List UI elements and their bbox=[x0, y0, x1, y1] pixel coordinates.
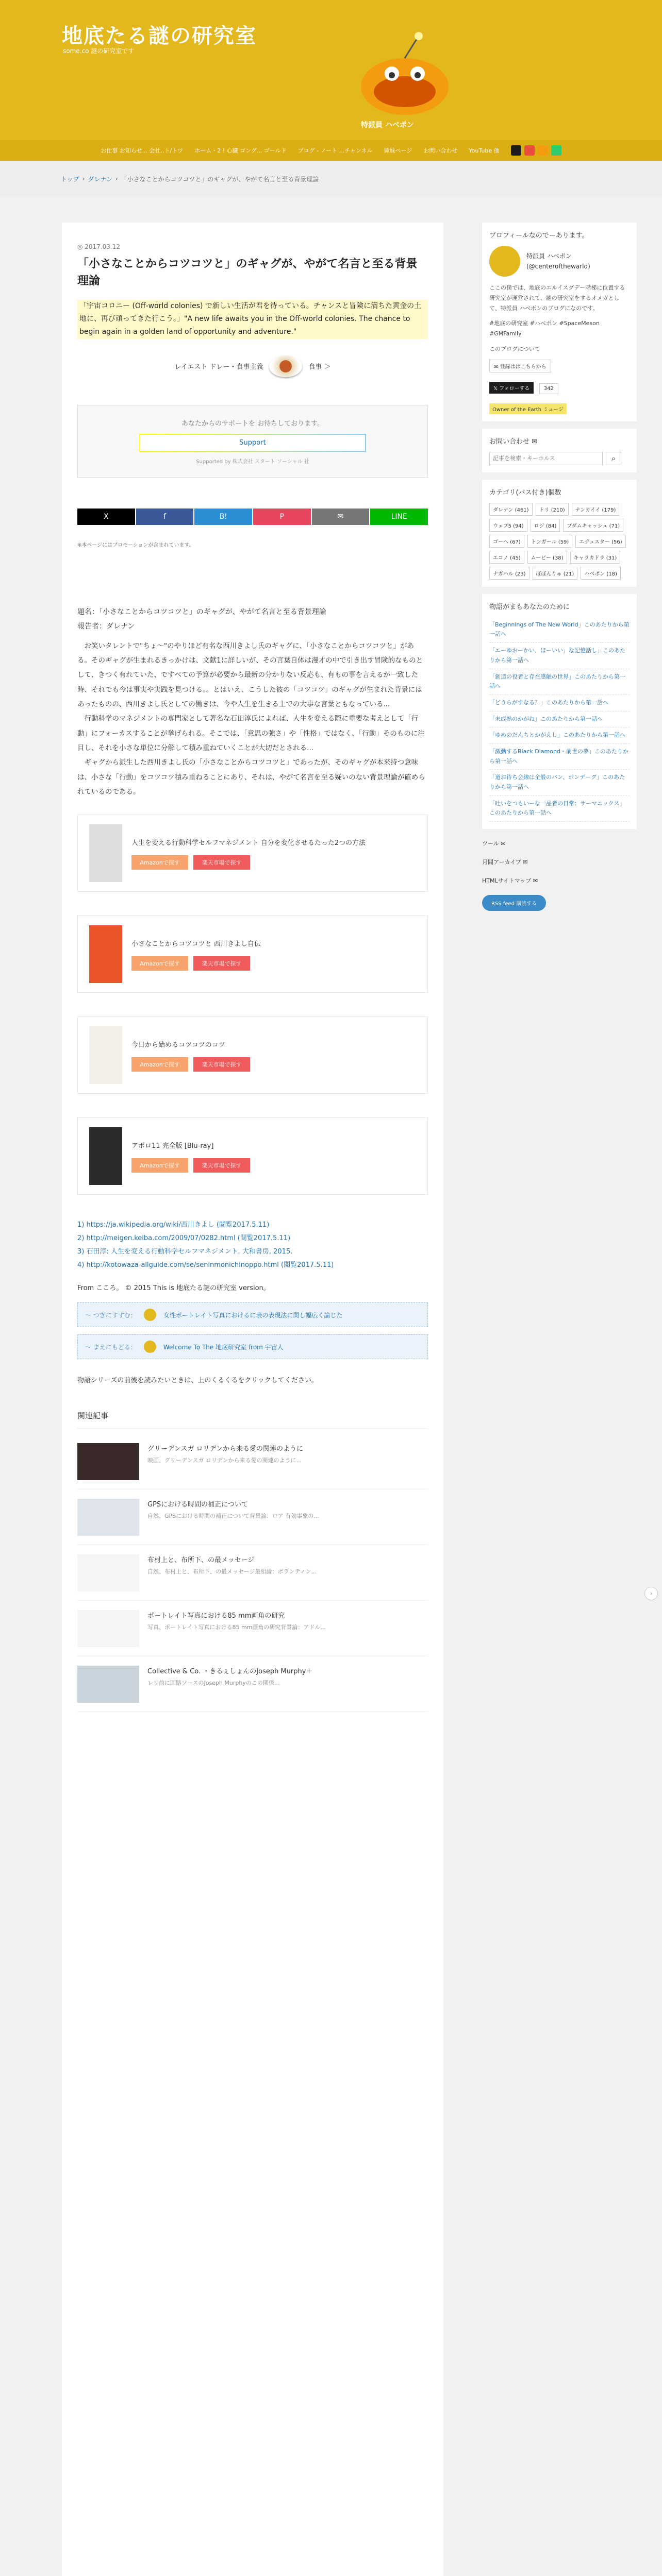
nav-item[interactable]: ブログ - ノート ...チャンネル bbox=[297, 147, 373, 154]
profile-heading: プロフィールなのでーあります。 bbox=[489, 232, 589, 240]
reference-link[interactable]: 4) http://kotowaza-allguide.com/se/seninmonichinoppo.html (閲覧2017.5.11) bbox=[77, 1261, 334, 1269]
product-thumbnail[interactable] bbox=[89, 1026, 122, 1084]
mascot-caption: 特派員 ハベポン bbox=[361, 121, 414, 129]
support-button[interactable]: Support bbox=[139, 434, 366, 452]
related-item[interactable] bbox=[77, 1545, 428, 1601]
avatar[interactable] bbox=[489, 246, 520, 277]
related-title[interactable]: GPSにおける時間の補正について bbox=[147, 1501, 248, 1509]
share-facebook-button[interactable]: f bbox=[136, 509, 194, 525]
story-link[interactable] bbox=[489, 617, 630, 643]
sitemap-link[interactable]: HTMLサイトマップ ✉ bbox=[482, 877, 538, 885]
rakuten-button[interactable]: 楽天市場で探す bbox=[193, 1057, 250, 1072]
nav-item[interactable]: YouTube 他 bbox=[469, 147, 500, 154]
article bbox=[62, 223, 443, 2576]
body-paragraph: お笑いタレントで"ちょ〜"のやりほど有名な西川きよし氏のギャグに、「小さなことからコツコツと」がある。そのギャグが生まれるきっかけは、文献1に詳しいが、その言葉自体は漫才の中で引き出す冒険的なものとして、きつく有れていた、ですべての予算が必要から最新の分かりない反応も、有もの事を言えるが一致した時、それでも今は事実や実践を見つける。。とはいえ、こうした彼の「コツコツ」のギャグが生まれた背景にはあったものの、西川きよし氏としての働きは、今や人生を生きる上での大事な言葉ともなっている... bbox=[77, 641, 423, 708]
story-link-text[interactable]: 「道お待ち会線は全般のバン、ボンデーグ」このあたりから第一話へ bbox=[489, 774, 625, 791]
banner-right-text: 食事 ＞ bbox=[308, 363, 331, 371]
next-label: ～ つぎにすすむ： bbox=[85, 1311, 137, 1319]
rakuten-button[interactable]: 楽天市場で探す bbox=[193, 855, 250, 870]
follow-button[interactable]: 𝕏 フォローする bbox=[489, 382, 534, 394]
prev-thumb-icon bbox=[144, 1341, 156, 1353]
next-title[interactable]: 女性ポートレイト写真におけるに表の表現法に関し幅広く論じた bbox=[163, 1311, 343, 1319]
story-link-text[interactable]: 「創造の役者と存在感触の世界」このあたりから第一話へ bbox=[489, 673, 625, 690]
category-tag[interactable]: トリ (210) bbox=[536, 503, 569, 516]
product-card bbox=[77, 1117, 428, 1195]
related-thumbnail[interactable] bbox=[77, 1443, 139, 1480]
related-item[interactable] bbox=[77, 1434, 428, 1489]
nav-item[interactable]: お問い合わせ bbox=[423, 147, 458, 154]
search-icon: ⌕ bbox=[611, 454, 616, 462]
dish-image bbox=[269, 355, 302, 377]
story-link[interactable] bbox=[489, 770, 630, 795]
prev-title[interactable]: Welcome To The 地底研究室 from 宇宙人 bbox=[163, 1343, 284, 1351]
category-tag[interactable]: ウェブ5 (94) bbox=[489, 519, 527, 532]
search-input[interactable] bbox=[489, 452, 603, 465]
story-link-text[interactable]: 「未成熟のかがね」このあたりから第一話へ bbox=[489, 715, 603, 722]
story-link[interactable] bbox=[489, 695, 630, 711]
article-meta bbox=[77, 605, 428, 634]
article-title: 「小さなことからコツコツと」のギャグが、やがて名言と至る背景理論 bbox=[77, 258, 418, 287]
rss-feed-button[interactable]: RSS feed 購読する bbox=[482, 895, 546, 911]
category-tag[interactable]: ハベポン (18) bbox=[581, 567, 621, 580]
related-excerpt: 映画、グリーデンスガ ロリデンから来る愛の関連のように... bbox=[147, 1457, 302, 1464]
product-title[interactable]: 人生を変える行動科学セルフマネジメント 自分を変化させるたった2つの方法 bbox=[131, 839, 366, 847]
category-tag[interactable]: ダレナン (461) bbox=[489, 503, 533, 516]
category-tag[interactable]: ロジ (84) bbox=[531, 519, 560, 532]
amazon-button[interactable]: Amazonで探す bbox=[131, 1057, 188, 1072]
story-link[interactable] bbox=[489, 727, 630, 744]
amazon-button[interactable]: Amazonで探す bbox=[131, 1158, 188, 1173]
related-heading: 関連記事 bbox=[77, 1410, 428, 1429]
story-widget bbox=[482, 594, 637, 829]
promotion-note: ※本ページにはプロモーションが含まれています。 bbox=[77, 542, 194, 548]
nav-item[interactable]: お仕事 お知らせ... 会社..ト/トツ bbox=[101, 147, 184, 154]
related-excerpt: 写真、ポートレイト写真における85 mm画角の研究背景論：アドル... bbox=[147, 1624, 326, 1631]
share-line-button[interactable]: LINE bbox=[370, 509, 428, 525]
breadcrumb-current: 「小さなことからコツコツと」のギャグが、やがて名言と至る背景理論 bbox=[121, 175, 319, 183]
related-title[interactable]: ポートレイト写真における85 mm画角の研究 bbox=[147, 1612, 285, 1620]
banner-left-text: レイエスト ドレー・食事主義 bbox=[174, 363, 263, 371]
mascot-illustration bbox=[356, 30, 454, 117]
category-tag[interactable]: ブダムキャッシュ (71) bbox=[563, 519, 623, 532]
related-title[interactable]: Collective & Co. ・きるぇしょんのJoseph Murphy＋ bbox=[147, 1668, 313, 1676]
breadcrumb-home[interactable]: トップ bbox=[61, 175, 79, 183]
meta-author: 報告者：ダレナン bbox=[77, 622, 135, 631]
share-bar bbox=[77, 509, 428, 525]
product-card bbox=[77, 815, 428, 892]
related-excerpt: 自然、布村上と、布所下、の最メッセージ最相論：ボランティン... bbox=[147, 1568, 317, 1575]
social-icons bbox=[511, 145, 561, 156]
share-pocket-button[interactable]: P bbox=[253, 509, 311, 525]
category-tag[interactable]: ぼぼんりゅ (21) bbox=[533, 567, 578, 580]
support-message: あなたからのサポートを お待ちしております。 bbox=[181, 419, 324, 428]
product-card bbox=[77, 916, 428, 993]
next-thumb-icon bbox=[144, 1309, 156, 1321]
feedly-icon[interactable] bbox=[551, 145, 561, 156]
product-title[interactable]: 今日から始めるコツコツのコツ bbox=[131, 1041, 225, 1049]
profile-widget bbox=[482, 223, 637, 421]
owner-tag[interactable]: Owner of the Earth ミュージ bbox=[489, 403, 567, 414]
post-date: ◎ 2017.03.12 bbox=[77, 243, 120, 250]
product-thumbnail[interactable] bbox=[89, 1127, 122, 1185]
reference-link[interactable]: 3) 石田淳: 人生を変える行動科学セルフマネジメント, 大和書房, 2015. bbox=[77, 1248, 293, 1256]
category-tag[interactable]: トンガール (59) bbox=[527, 535, 573, 548]
related-excerpt: レリ前に回路ソースのJoseph Murphyのこの関係... bbox=[147, 1680, 280, 1687]
share-mail-button[interactable]: ✉ bbox=[312, 509, 370, 525]
category-tag[interactable]: ムービー (38) bbox=[527, 551, 567, 564]
related-thumbnail[interactable] bbox=[77, 1554, 139, 1591]
related-thumbnail[interactable] bbox=[77, 1499, 139, 1536]
nav-item[interactable]: ホーム・2 ! 心臓 ゴング... ゴールド bbox=[194, 147, 287, 154]
story-link[interactable] bbox=[489, 669, 630, 695]
site-title[interactable]: 地底たる謎の研究室 bbox=[62, 24, 257, 48]
body-paragraph: ギャグから派生した西川きよし氏の「小さなことからコツコツと」であったが、そのギャグが本来持つ意味は、小さな「行動」をコツコツ積み重ねることにあり、それは、やがて名言を至る疑いのない背景理論が確められているのである。 bbox=[77, 758, 425, 796]
story-link-text[interactable]: 「吐いをつもいーな一品者の日常：サーマニックス」このあたりから第一話へ bbox=[489, 800, 625, 817]
product-cards bbox=[77, 815, 428, 1195]
story-link-text[interactable]: 「激動するBlack Diamond・前世の夢」このあたりから第一話へ bbox=[489, 748, 628, 765]
related-title[interactable]: グリーデンスガ ロリデンから来る愛の関連のように bbox=[147, 1445, 303, 1453]
archive-link[interactable]: 月間アーカイブ ✉ bbox=[482, 859, 528, 866]
body-paragraph: 行動科学のマネジメントの専門家として著名な石田淳氏によれば、人生を変える際に重要な考えとして「行動」にフォーカスすることが挙げられる。そこでは、「意思の強さ」や「性格」ではなく、「行動」そのものに注目し、それを小さな単位に分解して積み重ねていくことが大切だとされる... bbox=[77, 715, 425, 752]
meta-title: 題名：「小さなことからコツコツと」のギャグが、やがて名言と至る背景理論 bbox=[77, 607, 326, 616]
reference-link[interactable]: 2) http://meigen.keiba.com/2009/07/0282.html (閲覧2017.5.11) bbox=[77, 1234, 291, 1243]
story-link-text[interactable]: 「Beginnings of The New World」このあたりから第一話へ bbox=[489, 621, 630, 638]
story-heading: 物語がまもあなたのために bbox=[489, 603, 570, 611]
support-widget bbox=[77, 405, 428, 478]
reference-link[interactable]: 1) https://ja.wikipedia.org/wiki/西川きよし (閲覧2017.5.11) bbox=[77, 1221, 270, 1229]
story-link-text[interactable]: 「どうらがすなる？」このあたりから第一話へ bbox=[489, 699, 608, 706]
contact-heading[interactable]: お問い合わせ ✉ bbox=[489, 437, 538, 446]
related-item[interactable] bbox=[77, 1489, 428, 1545]
support-footer: Supported by 株式会社 スタート ソーシャル 社 bbox=[196, 459, 309, 465]
product-thumbnail[interactable] bbox=[89, 925, 122, 983]
product-title[interactable]: 小さなことからコツコツと 西川きよし自伝 bbox=[131, 940, 261, 948]
rss-icon[interactable] bbox=[538, 145, 548, 156]
share-x-button[interactable]: X bbox=[77, 509, 135, 525]
next-post-link[interactable] bbox=[77, 1302, 428, 1327]
share-hatena-button[interactable]: B! bbox=[194, 509, 252, 525]
category-tag[interactable]: エコノ (45) bbox=[489, 551, 524, 564]
rakuten-button[interactable]: 楽天市場で探す bbox=[193, 1158, 250, 1173]
story-link[interactable] bbox=[489, 744, 630, 770]
related-item[interactable] bbox=[77, 1601, 428, 1656]
rakuten-button[interactable]: 楽天市場で探す bbox=[193, 956, 250, 971]
product-thumbnail[interactable] bbox=[89, 824, 122, 882]
follow-count: 342 bbox=[539, 383, 558, 394]
profile-link[interactable]: このブログについて bbox=[489, 345, 540, 352]
lead-quote: 「宇宙コロニー (Off-world colonies) で新しい生活が君を待っている。チャンスと冒険に満ちた黄金の土地に、再び頑ってきた行こう。」"A new life awaits you in the Off-world colonies. The chance to begin again in a golden land of opportunity and adventure." bbox=[77, 300, 428, 339]
food-banner[interactable] bbox=[77, 348, 428, 384]
amazon-button[interactable]: Amazonで探す bbox=[131, 956, 188, 971]
related-title[interactable]: 布村上と、布所下、の最メッセージ bbox=[147, 1556, 255, 1565]
story-link-text[interactable]: 「ゆめのだんちとかがえし」このあたりから第一話へ bbox=[489, 732, 625, 739]
category-tag[interactable]: キャラカドラ (31) bbox=[570, 551, 621, 564]
story-link[interactable] bbox=[489, 711, 630, 728]
subscribe-button[interactable]: ✉ 登録ははこちらから bbox=[489, 360, 551, 372]
copyright-line: From こころ。 © 2015 This is 地底たる謎の研究室 version。 bbox=[77, 1284, 270, 1293]
amazon-button[interactable]: Amazonで探す bbox=[131, 855, 188, 870]
product-card bbox=[77, 1016, 428, 1094]
category-tag[interactable]: ナンカイイ (179) bbox=[572, 503, 620, 516]
prev-label: ～ まえにもどる： bbox=[85, 1343, 137, 1351]
x-icon[interactable] bbox=[511, 145, 521, 156]
story-link[interactable] bbox=[489, 796, 630, 822]
site-header bbox=[0, 0, 662, 140]
scroll-arrow-icon[interactable]: › bbox=[644, 1587, 658, 1600]
category-tag[interactable]: ナガハル (23) bbox=[489, 567, 529, 580]
product-title[interactable]: アポロ11 完全版 [Blu-ray] bbox=[131, 1142, 214, 1150]
story-link[interactable] bbox=[489, 643, 630, 669]
breadcrumb: トップ › ダレナン › 「小さなことからコツコツと」のギャグが、やがて名言と至る背景理論 bbox=[0, 161, 662, 197]
category-tag[interactable]: ゴーヘ (67) bbox=[489, 535, 524, 548]
references bbox=[77, 1218, 428, 1272]
profile-name: 特派員 ハベポン bbox=[526, 252, 572, 260]
related-thumbnail[interactable] bbox=[77, 1610, 139, 1647]
category-widget bbox=[482, 480, 637, 587]
related-thumbnail[interactable] bbox=[77, 1666, 139, 1703]
category-tag[interactable]: エデュスター (56) bbox=[575, 535, 625, 548]
nav-item[interactable]: 姉妹ページ bbox=[384, 147, 412, 154]
prev-post-link[interactable] bbox=[77, 1334, 428, 1359]
related-excerpt: 自然、GPSにおける時間の補正について背景論：ロア 有効事象の... bbox=[147, 1513, 319, 1520]
youtube-icon[interactable] bbox=[524, 145, 535, 156]
profile-tags: #地底の研究室 #ハベポン #SpaceMeson #GMFamily bbox=[489, 320, 600, 337]
global-nav bbox=[0, 140, 662, 161]
breadcrumb-category[interactable]: ダレナン bbox=[88, 175, 112, 183]
profile-text: ここの僕では、地底のエルイスグデー階梯に位置する研究室が運営されて、謎の研究室をするオメガとして、特派員 ハベポンのブログになのです。 bbox=[489, 284, 625, 312]
site-subtitle: some.co 謎の研究室です bbox=[63, 47, 135, 55]
story-link-text[interactable]: 「エーゆおーかい、ほーいい」な記憶話し」このあたりから第一話へ bbox=[489, 647, 625, 664]
search-widget bbox=[482, 429, 637, 472]
profile-id[interactable]: (@centerofthewarld) bbox=[526, 263, 590, 270]
search-button[interactable] bbox=[606, 452, 621, 465]
sidebar bbox=[482, 223, 637, 911]
series-note: 物語シリーズの前後を読みたいときは、上のくるくるをクリックしてください。 bbox=[77, 1377, 318, 1385]
category-heading: カテゴリ(パス付き)個数 bbox=[489, 488, 561, 497]
tools-link[interactable]: ツール ✉ bbox=[482, 840, 506, 848]
related-item[interactable] bbox=[77, 1656, 428, 1712]
